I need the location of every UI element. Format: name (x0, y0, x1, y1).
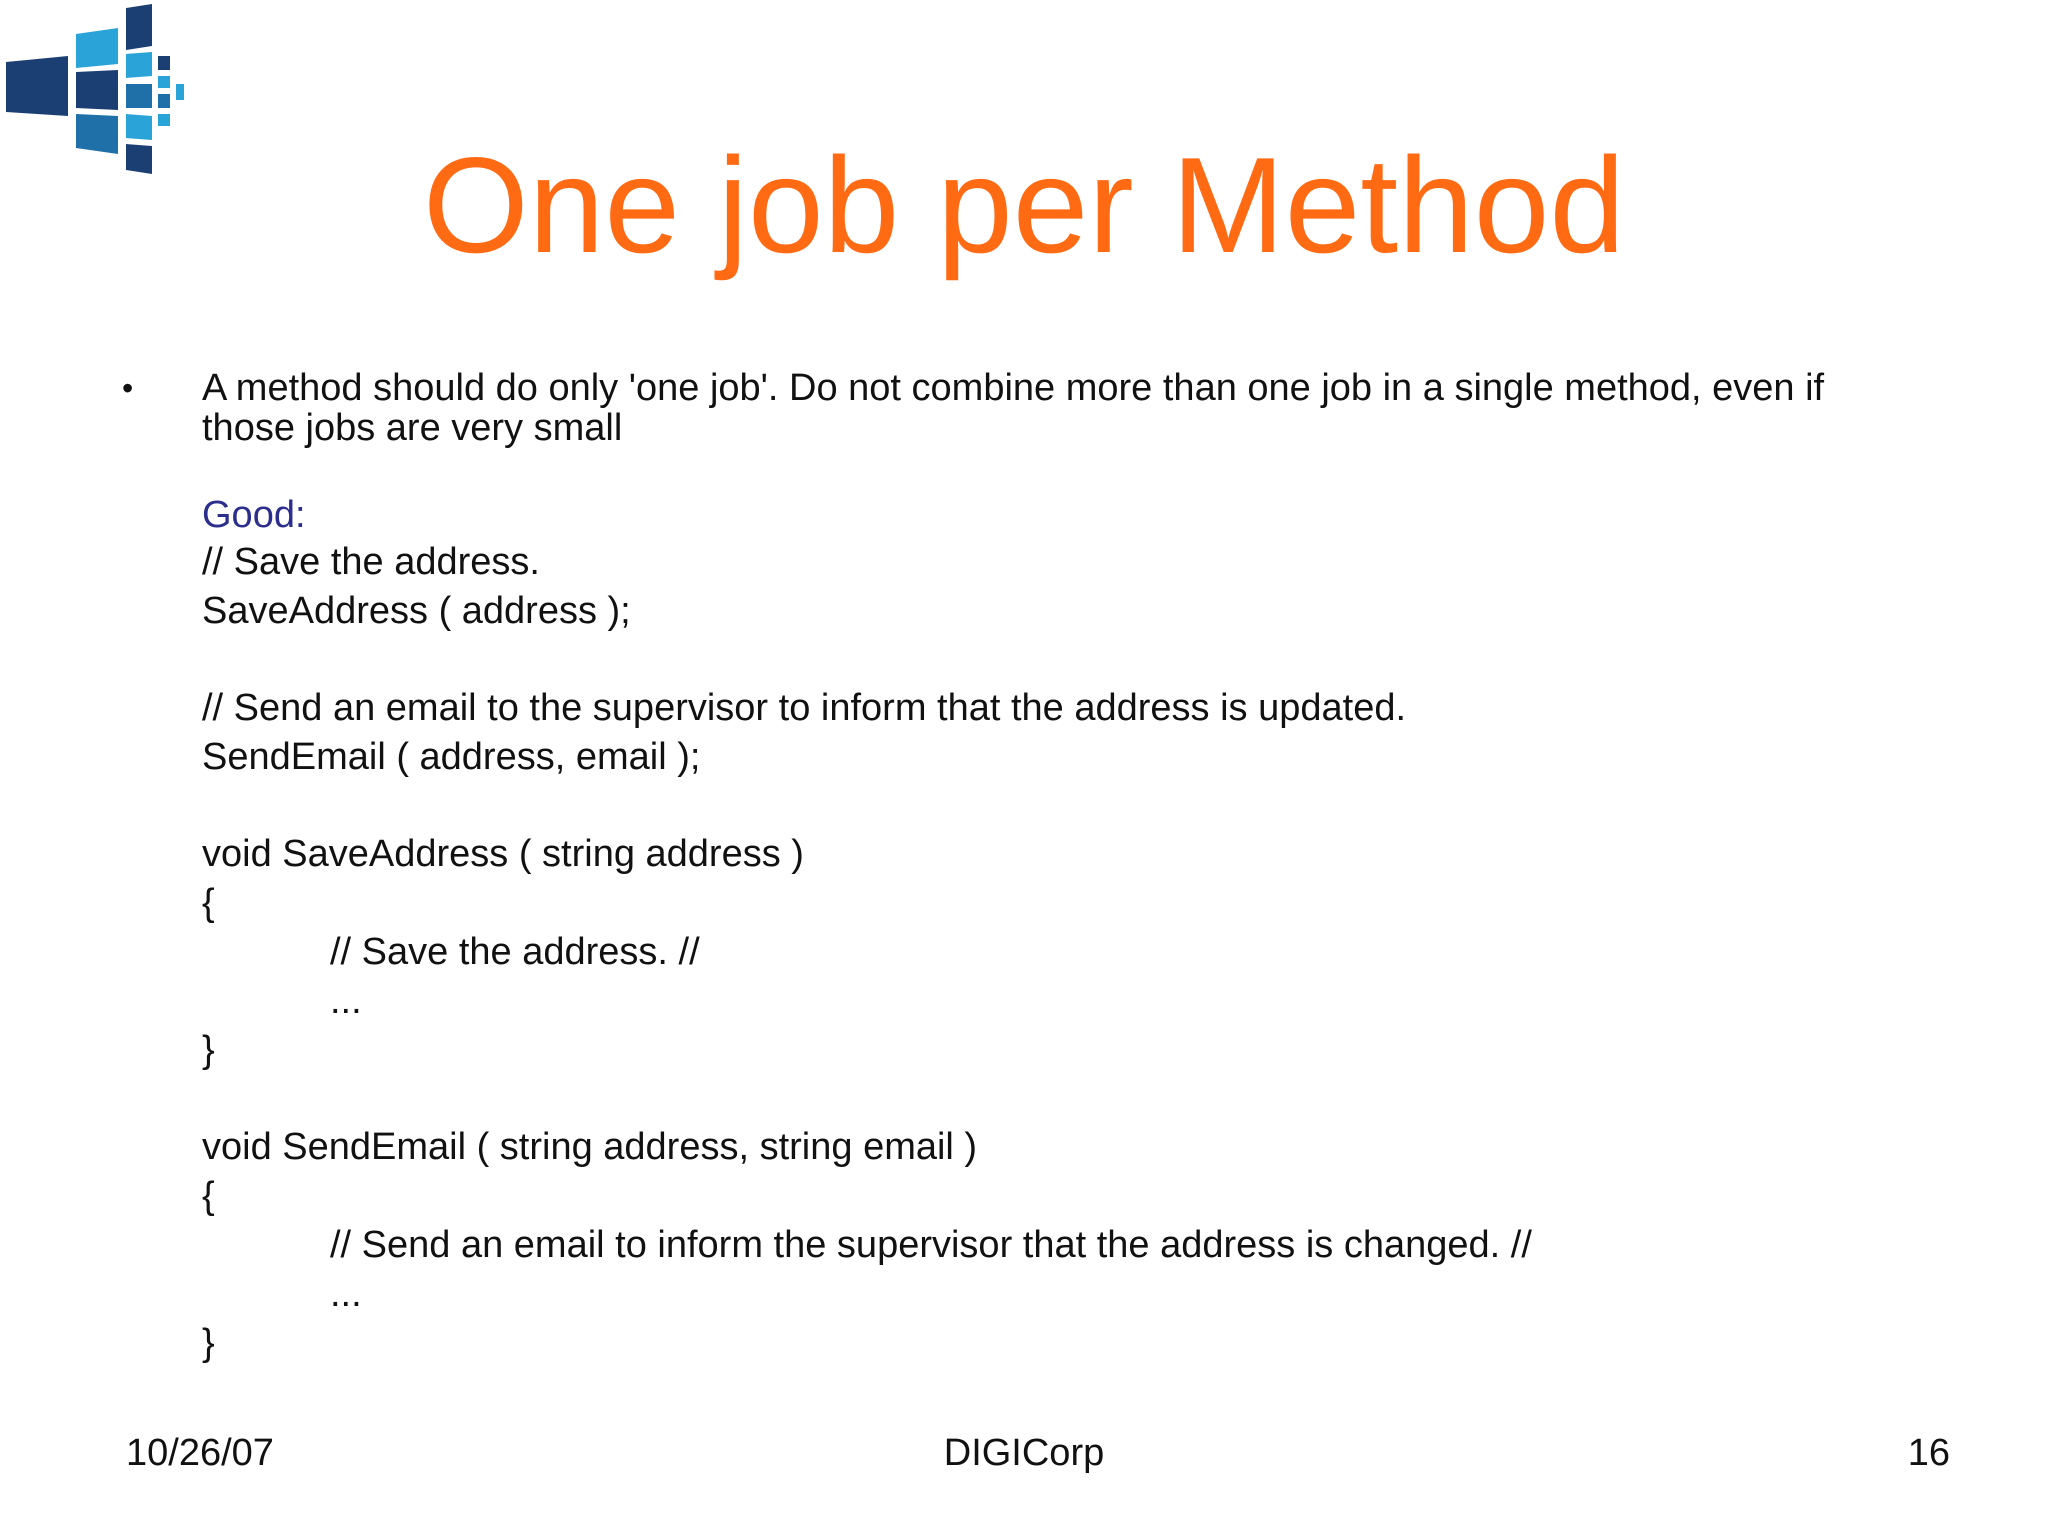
code-comment-send: // Send an email to the supervisor to inform that the address is updated. (202, 687, 1407, 729)
footer-company: DIGICorp (943, 1432, 1105, 1474)
code-send-close-brace: } (202, 1322, 215, 1364)
footer-date: 10/26/07 (126, 1432, 274, 1474)
code-call-save: SaveAddress ( address ); (202, 590, 631, 632)
code-comment-save: // Save the address. (202, 541, 540, 583)
code-send-open-brace: { (202, 1175, 215, 1217)
code-send-body-comment: // Send an email to inform the supervisor that the address is changed. // (330, 1224, 1532, 1266)
code-send-body-ellipsis: ... (330, 1273, 362, 1315)
code-save-open-brace: { (202, 882, 215, 924)
intro-line-1: A method should do only 'one job'. Do not combine more than one job in a single method, even if (202, 367, 1825, 409)
code-save-body-ellipsis: ... (330, 980, 362, 1022)
code-send-signature: void SendEmail ( string address, string email ) (202, 1126, 978, 1168)
code-spacer (202, 1075, 1922, 1123)
slide-content (202, 368, 1922, 1368)
code-spacer (202, 782, 1922, 830)
intro-text (202, 368, 1922, 448)
code-spacer (202, 636, 1922, 684)
footer-page-number: 16 (1907, 1432, 1950, 1474)
good-label: Good: (202, 494, 306, 536)
code-call-send: SendEmail ( address, email ); (202, 736, 701, 778)
slide-title: One job per Method (422, 129, 1626, 281)
code-save-body-comment: // Save the address. // (330, 931, 700, 973)
code-save-signature: void SaveAddress ( string address ) (202, 833, 804, 875)
code-save-close-brace: } (202, 1029, 215, 1071)
bullet-marker: • (122, 370, 134, 406)
intro-line-2: those jobs are very small (202, 407, 623, 449)
